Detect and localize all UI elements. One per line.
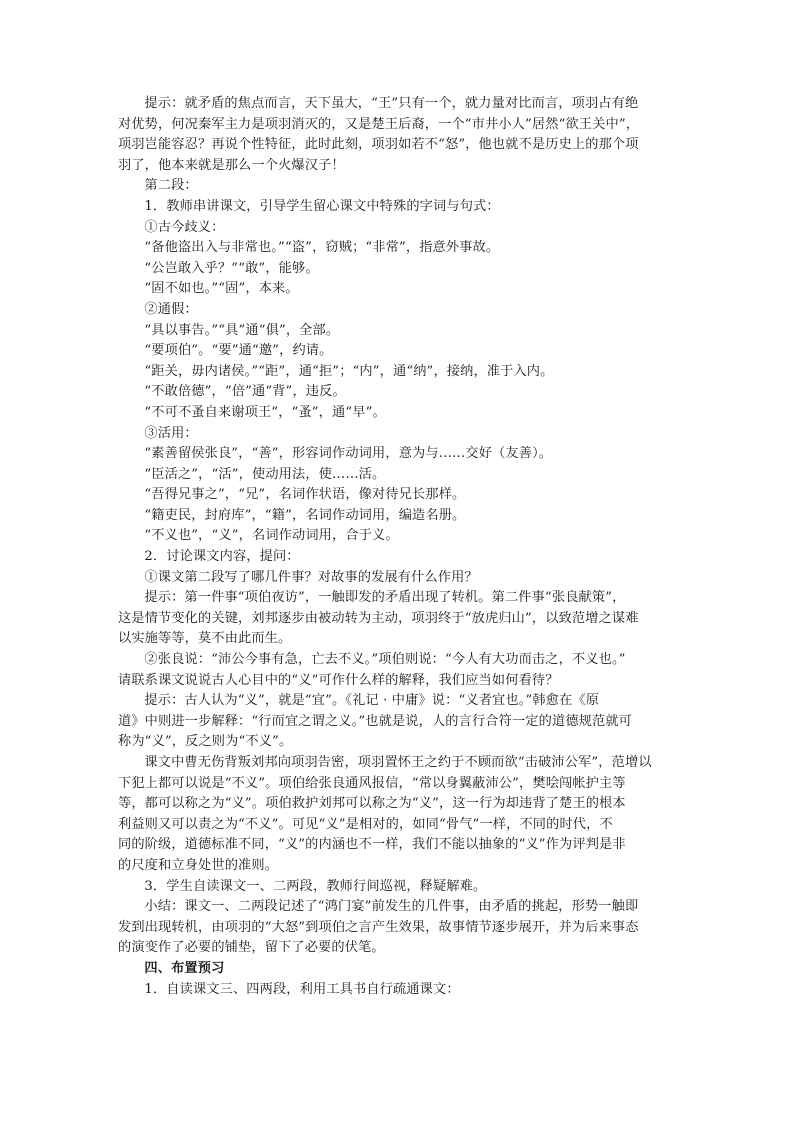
text-line: ①古今歧义： (144, 219, 225, 235)
paragraph (118, 321, 678, 342)
text-line: 的尺度和立身处世的准则。 (118, 857, 279, 873)
text-line: 称为“义”，反之则为“不义”。 (118, 734, 293, 750)
paragraph (118, 362, 678, 383)
text-line: 小结：课文一、二两段记述了“鸿门宴”前发生的几件事，由矛盾的挑起，形势一触即 (144, 899, 639, 915)
text-line: 提示：就矛盾的焦点而言，天下虽大，“王”只有一个，就力量对比而言，项羽占有绝 (144, 96, 639, 111)
text-line: 课文中曹无伤背叛刘邦向项羽告密，项羽置怀王之约于不顾而欲“击破沛公军”，范增以 (144, 755, 652, 770)
text-line: 的演变作了必要的铺垫，留下了必要的伏笔。 (118, 940, 385, 956)
paragraph (118, 980, 678, 1001)
text-line: 四、布置预习 (144, 960, 225, 976)
text-line: ②通假： (144, 301, 198, 317)
text-line: “素善留侯张良”，“善”，形容词作动词用，意为与……交好（友善）。 (144, 446, 553, 462)
text-line: 项羽岂能容忍？再说个性特征，此时此刻，项羽如若不“怒”，他也就不是历史上的那个项 (118, 137, 639, 153)
paragraph (118, 877, 678, 898)
document-body (118, 94, 678, 1000)
paragraph (118, 650, 678, 691)
paragraph (118, 176, 678, 197)
text-line: “不可不蚤自来谢项王”，“蚤”，通“早”。 (144, 404, 386, 420)
paragraph (118, 547, 678, 568)
text-line: “不义也”，“义”，名词作动词用，合于义。 (144, 528, 399, 544)
text-line: 同的阶级，道德标准不同，“义”的内涵也不一样，我们不能以抽象的“义”作为评判是非 (118, 837, 626, 853)
paragraph (118, 382, 678, 403)
text-line: 1．教师串讲课文，引导学生留心课文中特殊的字词与句式： (144, 198, 500, 214)
text-line: 提示：古人认为“义”，就是“宜”。《礼记 · 中庸》说：“义者宜也。”韩愈在《原 (144, 693, 600, 709)
text-line: “距关，毋内诸侯。”“距”，通“拒”；“内”，通“纳”，接纳，准于入内。 (144, 363, 554, 379)
text-line: ①课文第二段写了哪几件事？对故事的发展有什么作用？ (144, 569, 478, 585)
paragraph (118, 197, 678, 218)
text-line: ②张良说：“沛公今事有急，亡去不义。”项伯则说：“今人有大功而击之，不义也。” (144, 652, 626, 668)
paragraph (118, 424, 678, 445)
text-line: 2．讨论课文内容，提问： (144, 549, 300, 565)
paragraph (118, 506, 678, 527)
paragraph (118, 526, 678, 547)
paragraph (118, 897, 678, 959)
text-line: “备他盗出入与非常也。”“盗”，窃贼；“非常”，指意外事故。 (144, 240, 500, 256)
text-line: 下犯上都可以说是“不义”。项伯给张良通风报信，“常以身翼蔽沛公”，樊哙闯帐护主等 (118, 775, 626, 791)
paragraph (118, 238, 678, 259)
paragraph (118, 218, 678, 239)
text-line: 发到出现转机，由项羽的“大怒”到项伯之言产生效果，故事情节逐步展开，并为后来事态 (118, 919, 639, 935)
text-line: 这是情节变化的关键，刘邦逐步由被动转为主动，项羽终于“放虎归山”，以致范增之谋难 (118, 610, 639, 626)
text-line: 以实施等等，莫不由此而生。 (118, 631, 292, 647)
text-line: “固不如也。”“固”，本来。 (144, 281, 299, 297)
text-line: “要项伯”。“要”通“邀”，约请。 (144, 343, 333, 359)
text-line: “不敢倍德”，“倍”通“背”，违反。 (144, 384, 346, 400)
text-line: “籍吏民，封府库”，“籍”，名词作动词用，编造名册。 (144, 507, 466, 523)
paragraph (118, 568, 678, 589)
paragraph (118, 300, 678, 321)
paragraph (118, 279, 678, 300)
text-line: “吾得兄事之”，“兄”，名词作状语，像对待兄长那样。 (144, 487, 466, 503)
text-line: 利益则又可以责之为“不义”。可见“义”是相对的，如同“骨气”一样，不同的时代，不 (118, 816, 613, 832)
paragraph (118, 444, 678, 465)
paragraph (118, 485, 678, 506)
text-line: 等，都可以称之为“义”。项伯救护刘邦可以称之为“义”，这一行为却违背了楚王的根本 (118, 796, 626, 812)
paragraph (118, 753, 678, 877)
text-line: “公岂敢入乎？”“敢”，能够。 (144, 260, 319, 276)
text-line: 道》中则进一步解释：“行而宜之谓之义。”也就是说，人的言行合符一定的道德规范就可 (118, 713, 633, 729)
text-line: “臣活之”，“活”，使动用法，使……活。 (144, 466, 386, 482)
text-line: ③活用： (144, 425, 198, 441)
text-line: 提示：第一件事“项伯夜访”，一触即发的矛盾出现了转机。第二件事“张良献策”， (144, 590, 626, 606)
paragraph (118, 259, 678, 280)
text-line: 第二段： (144, 178, 198, 194)
section-heading (118, 959, 678, 980)
paragraph (118, 94, 678, 176)
text-line: 1．自读课文三、四两段，利用工具书自行疏通课文： (144, 981, 460, 997)
paragraph (118, 691, 678, 753)
paragraph (118, 341, 678, 362)
text-line: 请联系课文说说古人心目中的“义”可作什么样的解释，我们应当如何看待？ (118, 672, 559, 688)
text-line: “具以事告。”“具”通“俱”，全部。 (144, 322, 340, 338)
text-line: 羽了，他本来就是那么一个火爆汉子！ (118, 157, 345, 173)
paragraph (118, 403, 678, 424)
text-line: 对优势，何况秦军主力是项羽消灭的，又是楚王后裔，一个“市井小人”居然“欲王关中”， (118, 116, 640, 132)
paragraph (118, 465, 678, 486)
paragraph (118, 588, 678, 650)
text-line: 3．学生自读课文一、二两段，教师行间巡视，释疑解难。 (144, 878, 487, 894)
